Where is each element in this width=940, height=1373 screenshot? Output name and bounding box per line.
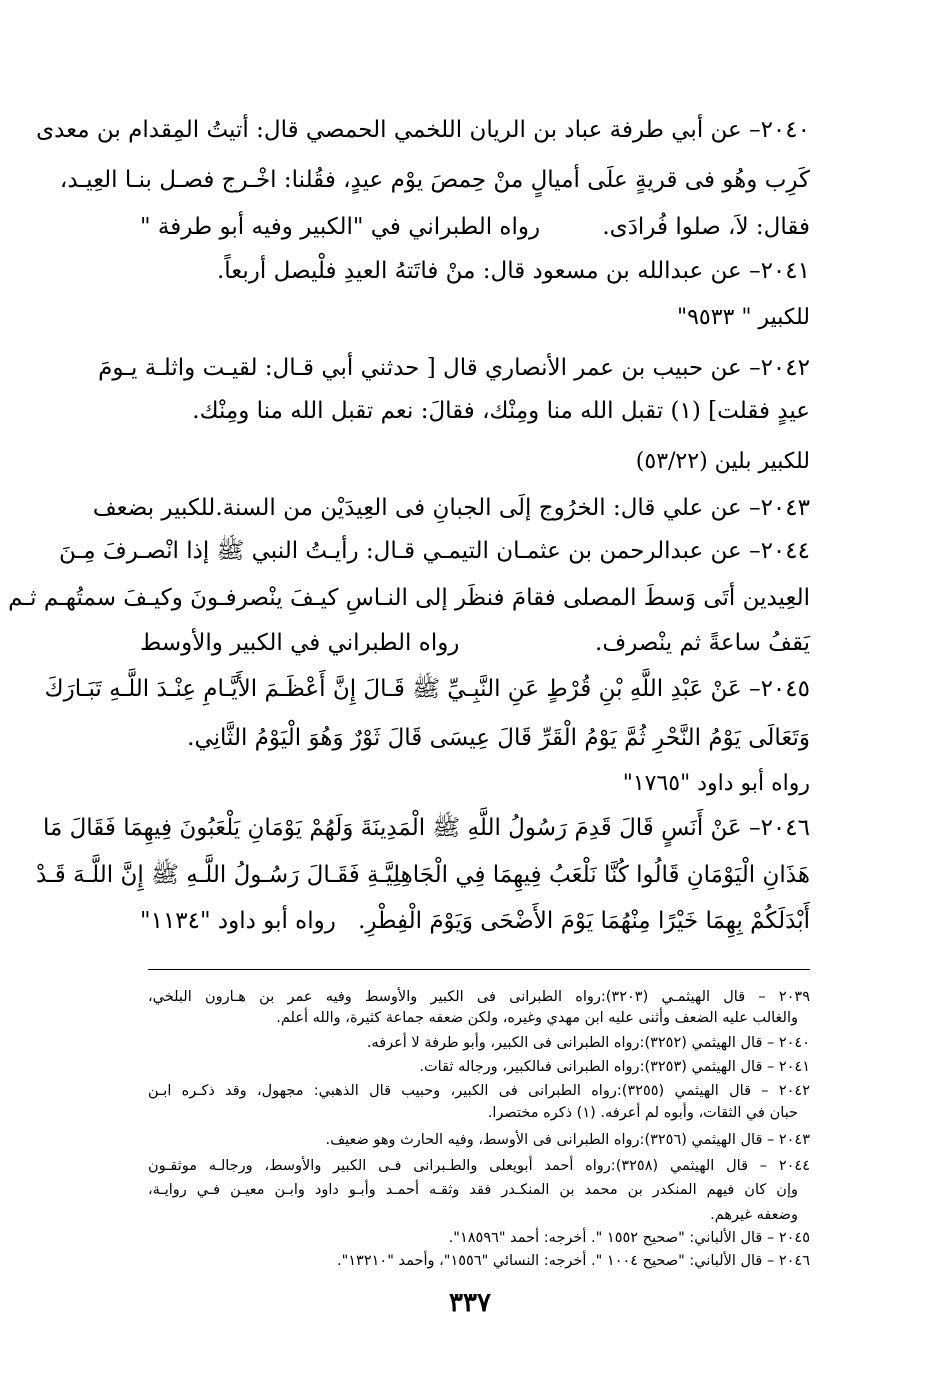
hadith-2046-line-1: ٢٠٤٦– عَنْ أَنَسٍ قَالَ قَدِمَ رَسُولُ اللَّهِ ﷺ الْمَدِينَةَ وَلَهُمْ يَوْمَانِ يَلْعَبُونَ فِيهِمَا فَقَالَ مَا	[42, 815, 810, 841]
footnote-2044-line-1: ٢٠٤٤ – قال الهيثمي (٣٢٥٨):رواه أحمد أبويعلى والطـبرانى فـى الكبير والأوسط، ورجالـه موثقـون	[148, 1158, 811, 1174]
hadith-2043-source: للكبير بضعف	[92, 495, 216, 521]
hadith-2043-line-1	[92, 491, 810, 525]
hadith-2040-line-2: كَرِب وهُو فى قريةٍ علَى أميالٍ منْ حِمصَ يوْم عيدٍ، فقُلنا: اخْـرج فصـل بنـا العِيـد،	[59, 167, 810, 193]
hadith-2044-line-3	[140, 626, 810, 660]
footnote-separator	[148, 969, 810, 970]
footnote-2041: ٢٠٤١ – قال الهيثمي (٣٢٥٣):رواه الطبرانى فىالكبير، ورجاله ثقات.	[419, 1059, 810, 1075]
hadith-2040-line-1: ٢٠٤٠– عن أبي طرفة عباد بن الريان اللخمي الحمصي قال: أتيتُ المِقدام بن معدى	[36, 117, 810, 143]
hadith-2041-line-1: ٢٠٤١– عن عبدالله بن مسعود قال: منْ فاتَتهُ العيدِ فلْيصل أربعاً.	[216, 258, 810, 284]
hadith-2044-line-2: العِيدين أتَى وَسطَ المصلى فقامَ فنظَر إلى النـاسِ كيـفَ ينْصرفـونَ وكيـفَ سمتُهـم ثـم	[8, 585, 810, 611]
footnote-2039-line-1: ٢٠٣٩ – قال الهيثمـي (٣٢٠٣):رواه الطبرانى فى الكبير والأوسط وفيه عمر بن هـارون البلخي،	[148, 989, 811, 1005]
footnote-2044-line-2: وإن كان فيهم المنكدر بن محمد بن المنكـدر فقد وثقـه أحمـد وأبـو داود وابـن معيـن فـي روايـة،	[148, 1182, 798, 1198]
footnote-2046: ٢٠٤٦ – قال الألباني: "صحيح ١٠٠٤ ". أخرجه: النسائي "١٥٥٦"، وأحمد "١٣٢١٠".	[336, 1253, 810, 1269]
hadith-2042-source: للكبير بلين (٥٣/٢٢)	[635, 449, 810, 474]
hadith-2046-line-2: هَذَانِ الْيَوْمَانِ قَالُوا كُنَّا نَلْعَبُ فِيهِمَا فِي الْجَاهِلِيَّـةِ فَقَـالَ رَسُـولُ اللَّـهِ ﷺ إِنَّ اللَّـهَ قَـدْ	[36, 862, 810, 888]
footnote-2039-line-2: والغالب عليه الضعف وأثنى عليه ابن مهدي وغيره، ولكن ضعفه جماعة كثيرة، والله أعلم.	[276, 1010, 798, 1026]
hadith-2045-line-2: وَتَعَالَى يَوْمُ النَّحْرِ ثُمَّ يَوْمُ الْقَرِّ قَالَ عِيسَى قَالَ ثَوْرٌ وَهُوَ الْيَوْمُ الثَّانِي.	[187, 725, 810, 751]
footnote-2042-line-2: حبان في الثقات، وأبوه لم أعرفه. (١) ذكره مختصرا.	[487, 1105, 798, 1121]
hadith-2046-line-3	[140, 904, 810, 938]
hadith-2044-line-1: ٢٠٤٤– عن عبدالرحمن بن عثمـان التيمـي قـال: رأيـتُ النبي ﷺ إذا انْصـرفَ مِـنَ	[59, 538, 810, 564]
hadith-2046-source: رواه أبو داود "١١٣٤"	[140, 908, 336, 934]
hadith-2045-line-1: ٢٠٤٥– عَنْ عَبْدِ اللَّهِ بْنِ قُرْطٍ عَنِ النَّبِـيِّ ﷺ قَـالَ إِنَّ أَعْظَـمَ الأَيَّـامِ عِنْـدَ اللَّـهِ تَبَـارَكَ	[44, 676, 810, 702]
footnote-2042-line-1: ٢٠٤٢ – قال الهيثمي (٣٢٥٥):رواه الطبرانى فى الكبير، وحبيب قال الذهبي: مجهول، وقد ذكـره ابـن	[148, 1083, 810, 1099]
hadith-2044-source: رواه الطبراني في الكبير والأوسط	[140, 630, 460, 656]
hadith-2044-text-end: يَقفُ ساعةً ثم ينْصرف.	[595, 630, 810, 656]
hadith-2040-line-3	[140, 210, 810, 244]
hadith-2043-text: ٢٠٤٣– عن علي قال: الخرُوج إلَى الجبانِ فى العِيدَيْن من السنة.	[215, 495, 810, 521]
hadith-2042-line-2: عيدٍ فقلت] (١) تقبل الله منا ومِنْك، فقالَ: نعم تقبل الله منا ومِنْك.	[192, 398, 810, 424]
hadith-2045-source: رواه أبو داود "١٧٦٥"	[622, 771, 810, 796]
hadith-2041-source: للكبير " ٩٥٣٣"	[676, 305, 810, 330]
page-number: ٣٣٧	[449, 1288, 491, 1318]
footnote-2045: ٢٠٤٥ – قال الألباني: "صحيح ١٥٥٢ ". أخرجه: أحمد "١٨٥٩٦".	[448, 1230, 810, 1246]
hadith-2040-source: رواه الطبراني في "الكبير وفيه أبو طرفة "	[140, 214, 541, 240]
hadith-2040-text-end: فقال: لاَ، صلوا فُرادَى.	[602, 214, 810, 240]
footnote-2044-line-3: وضعفه غيرهم.	[710, 1207, 798, 1223]
hadith-2042-line-1: ٢٠٤٢– عن حبيب بن عمر الأنصاري قال [ حدثني أبي قـال: لقيـت واثلـة يـومَ	[98, 355, 810, 381]
hadith-2046-text-end: أَبْدَلَكُمْ بِهِمَا خَيْرًا مِنْهُمَا يَوْمَ الأَضْحَى وَيَوْمَ الْفِطْرِ.	[358, 908, 810, 934]
footnote-2040: ٢٠٤٠ – قال الهيثمي (٣٢٥٢):رواه الطبرانى فى الكبير، وأبو طرفة لا أعرفه.	[366, 1035, 810, 1051]
footnote-2043: ٢٠٤٣ – قال الهيثمي (٣٢٥٦):رواه الطبرانى فى الأوسط، وفيه الحارث وهو ضعيف.	[325, 1132, 810, 1148]
